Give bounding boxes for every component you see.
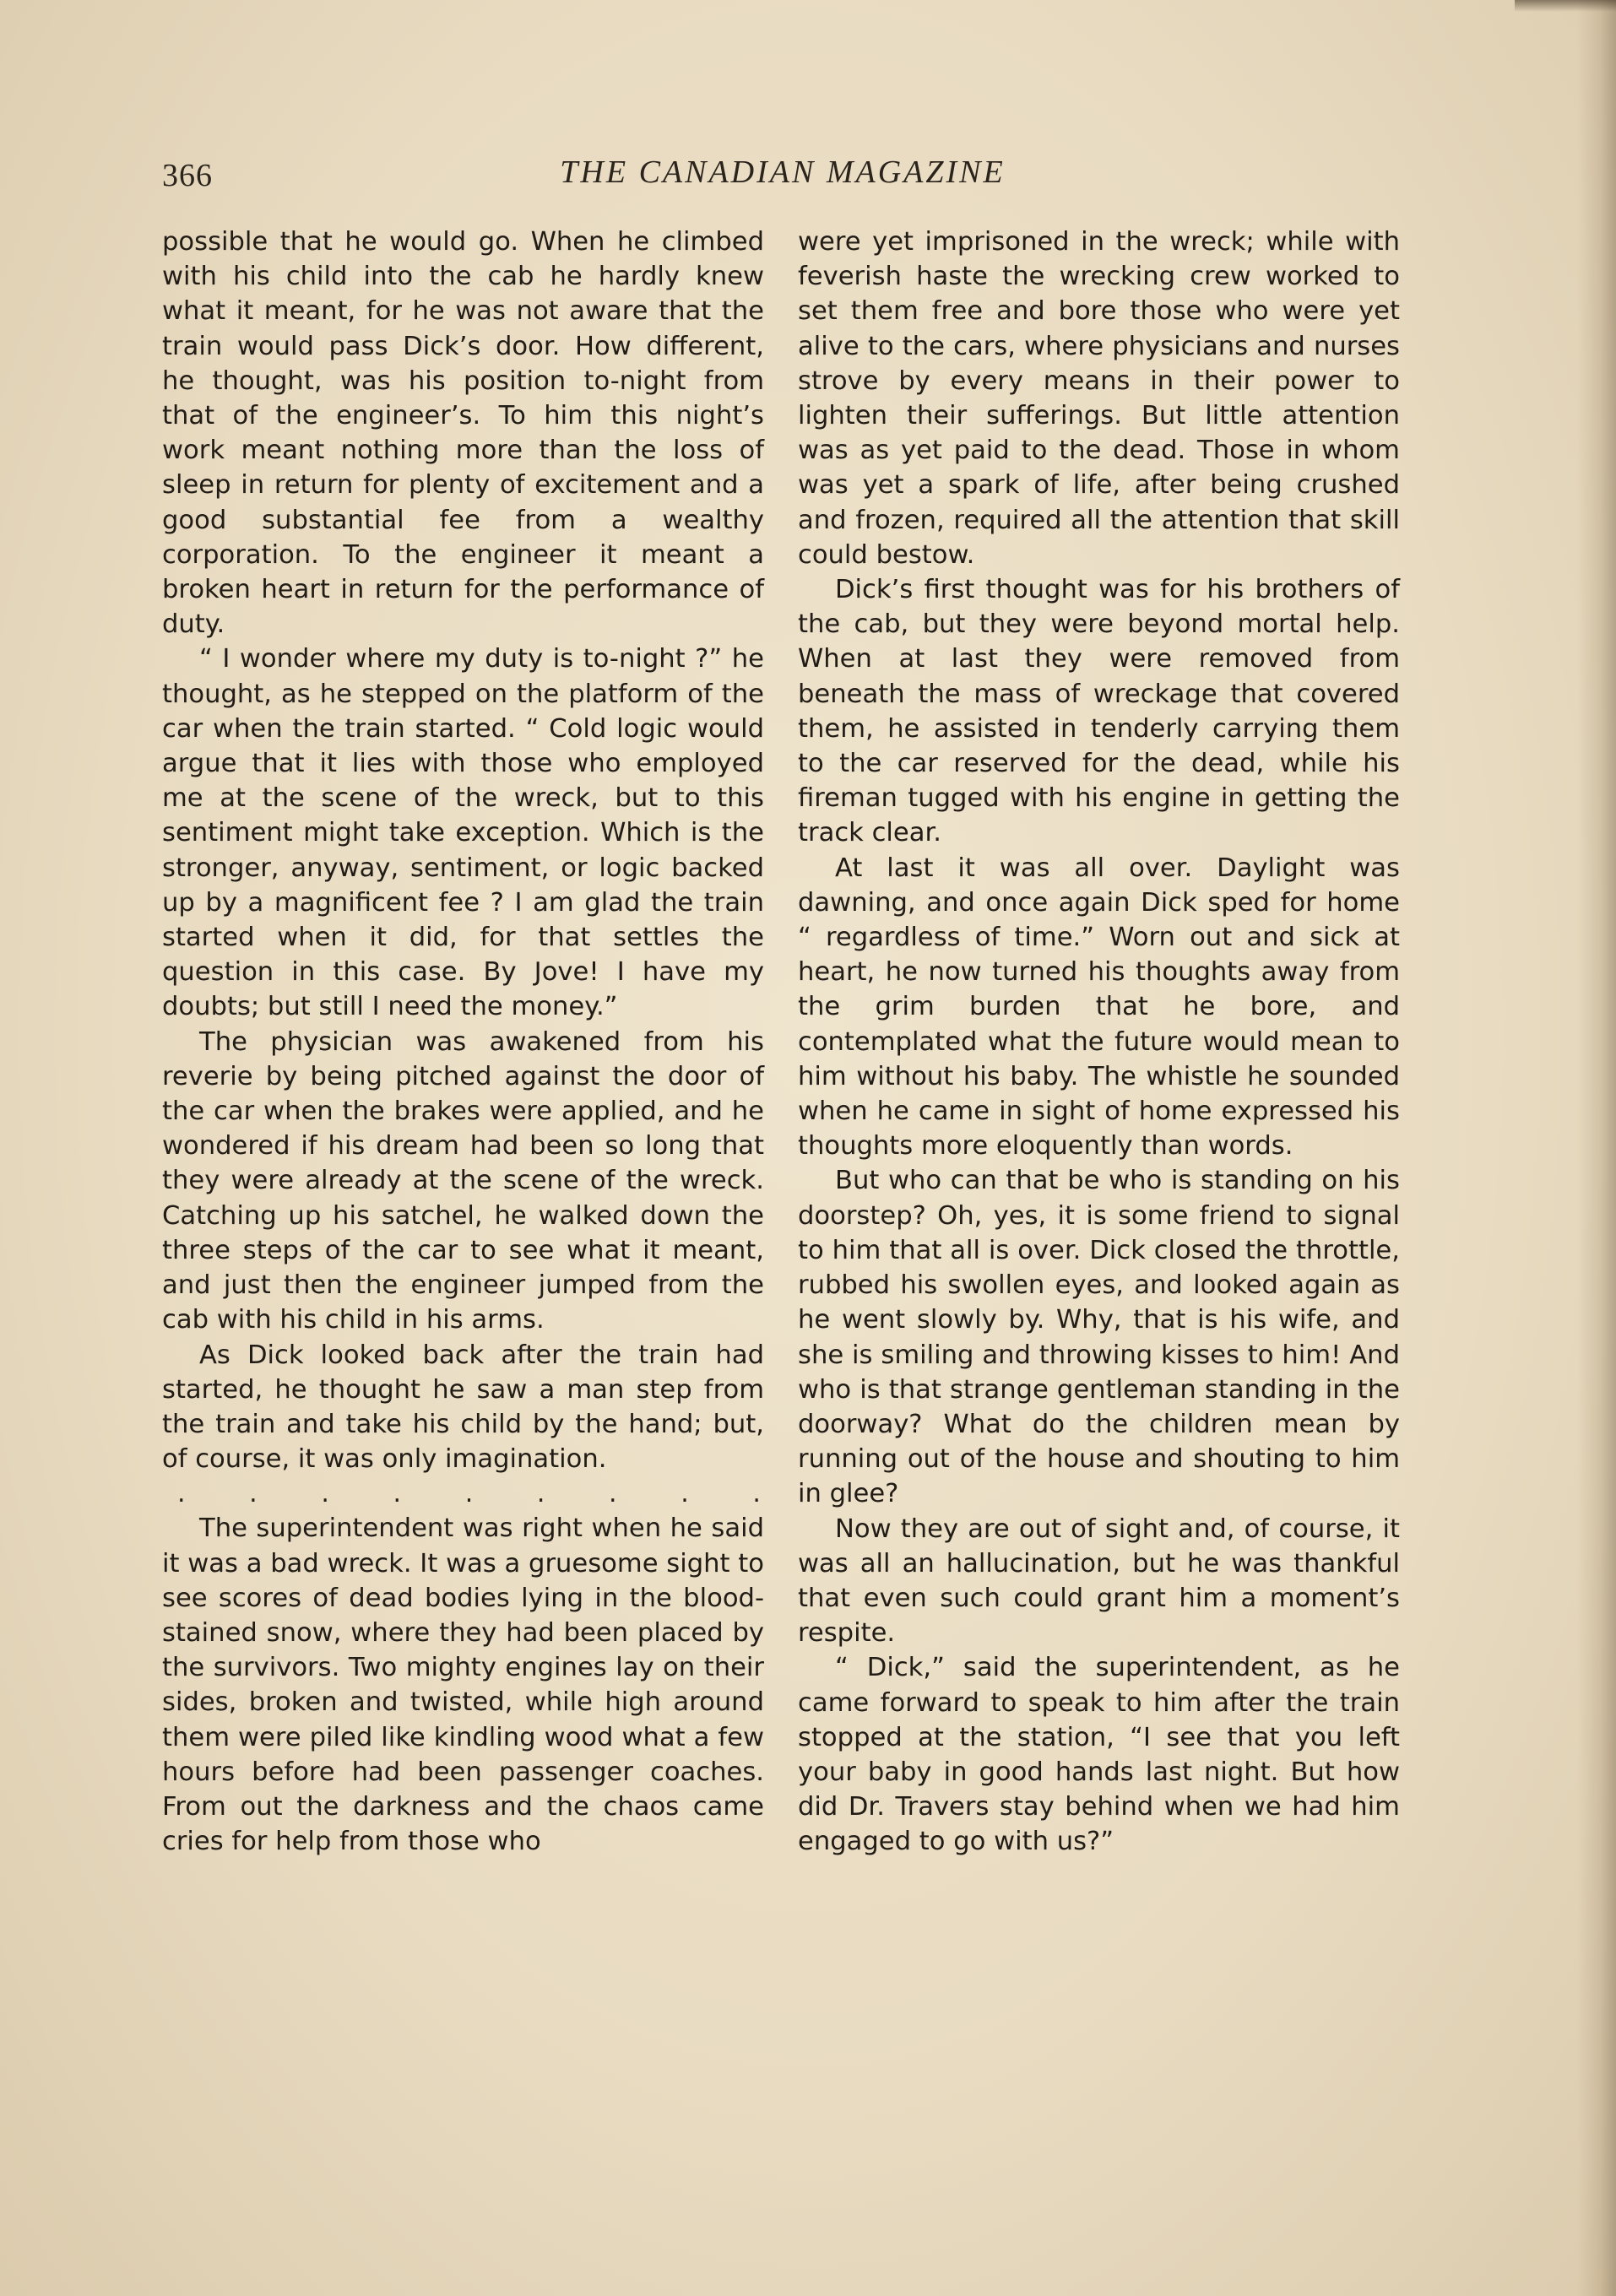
left-column bbox=[162, 225, 764, 1859]
paragraph: As Dick looked back after the train had started, he thought he saw a man step from the train and take his child by the hand; but, of course, it was only imagination. bbox=[162, 1340, 764, 1475]
paragraph: possible that he would go. When he climbed with his child into the cab he hardly knew what it meant, for he was not aware that the train would pass Dick’s door. How different, he thought, was his position to-night from that of the engineer’s. To him this night’s work meant nothing more than the loss of sleep in return for plenty of excitement and a good substantial fee from a wealthy corporation. To the engineer it meant a broken heart in return for the performance of duty. bbox=[162, 227, 764, 640]
magazine-title: THE CANADIAN MAGAZINE bbox=[560, 154, 1006, 190]
paragraph: “ Dick,” said the superintendent, as he came forward to speak to him after the train stopped at the station, “I see that you left your baby in good hands last night. But how did Dr. Travers stay behind when we had him engaged to go with us?” bbox=[798, 1653, 1400, 1857]
separator-dot: . bbox=[536, 1479, 545, 1509]
separator-dot: . bbox=[249, 1479, 258, 1509]
separator-dot: . bbox=[177, 1479, 186, 1509]
page-number: 366 bbox=[162, 158, 213, 193]
paragraph: At last it was all over. Daylight was dawning, and once again Dick sped for home “ regardless of time.” Worn out and sick at heart, he now turned his thoughts away from the grim burden that he bore, and contemplated what the future would mean to him without his baby. The whistle he sounded when he came in sight of home expressed his thoughts more eloquently than words. bbox=[798, 853, 1400, 1162]
running-head bbox=[162, 150, 1403, 201]
page-corner-shadow bbox=[1515, 0, 1616, 12]
paragraph: “ I wonder where my duty is to-night ?” he thought, as he stepped on the platform of the car when the train started. “ Cold logic would argue that it lies with those who employed me at the scene of the wreck, but to this sentiment might take exception. Which is the stronger, anyway, sentiment, or logic backed up by a magnificent fee ? I am glad the train started when it did, for that settles the question in this case. By Jove! I have my doubts; but still I need the money.” bbox=[162, 644, 764, 1022]
separator-dot: . bbox=[464, 1479, 474, 1509]
paragraph: Now they are out of sight and, of course, it was all an hallucination, but he was thankful that even such could grant him a moment’s respite. bbox=[798, 1514, 1400, 1649]
separator-dot: . bbox=[609, 1479, 617, 1509]
page-edge-shadow bbox=[1577, 0, 1616, 2296]
paragraph: But who can that be who is standing on his doorstep? Oh, yes, it is some friend to signal to him that all is over. Dick closed the throttle, rubbed his swollen eyes, and looked again as he went slowly by. Why, that is his wife, and she is smiling and throwing kisses to him! And who is that strange gentleman standing in the doorway? What do the children mean by running out of the house and shouting to him in glee? bbox=[798, 1166, 1400, 1509]
separator-dot: . bbox=[752, 1479, 761, 1509]
paragraph: The physician was awakened from his reverie by being pitched against the door of the car when the brakes were applied, and he wondered if his dream had been so long that they were already at the scene of the wreck. Catching up his satchel, he walked down the three steps of the car to see what it meant, and just then the engineer jumped from the cab with his child in his arms. bbox=[162, 1026, 764, 1335]
paragraph: Dick’s first thought was for his brothers of the cab, but they were beyond mortal help. When at last they were removed from beneath the mass of wreckage that covered them, he assisted in tenderly carrying them to the car reserved for the dead, while his fireman tugged with his engine in getting the track clear. bbox=[798, 575, 1400, 848]
paragraph: were yet imprisoned in the wreck; while with feverish haste the wrecking crew worked to set them free and bore those who were yet alive to the cars, where physicians and nurses strove by every means in their power to lighten their sufferings. But little attention was as yet paid to the dead. Those in whom was yet a spark of life, after being crushed and frozen, required all the attention that skill could bestow. bbox=[798, 227, 1400, 570]
paragraph: The superintendent was right when he said it was a bad wreck. It was a gruesome sight to see scores of dead bodies lying in the blood-stained snow, where they had been placed by the survivors. Two mighty engines lay on their sides, broken and twisted, while high around them were piled like kindling wood what a few hours before had been passenger coaches. From out the darkness and the chaos came cries for help from those who bbox=[162, 1514, 764, 1857]
section-separator bbox=[162, 1476, 764, 1511]
right-column bbox=[798, 225, 1400, 1860]
separator-dot: . bbox=[393, 1479, 402, 1509]
separator-dot: . bbox=[681, 1479, 689, 1509]
separator-dot: . bbox=[321, 1479, 329, 1509]
